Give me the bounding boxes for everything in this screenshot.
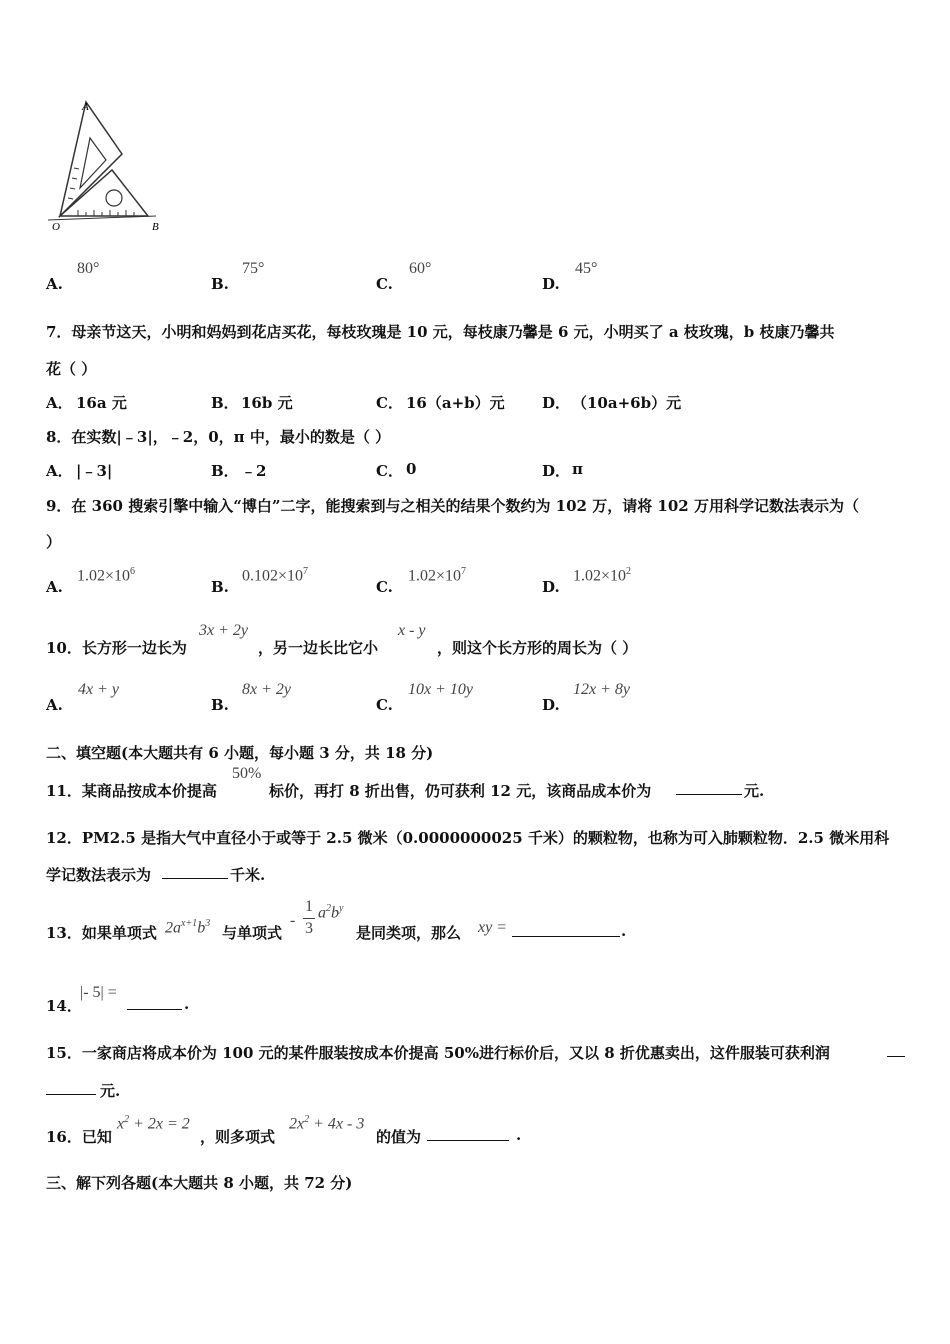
option-letter: D. — [542, 696, 560, 714]
answer-blank[interactable] — [162, 864, 228, 879]
math-expr: $2x^2 + 4x - 3$ — [289, 1114, 365, 1133]
option-value: $1.02\times 10^2$ — [573, 566, 632, 585]
option-value: 12x + 8y — [573, 681, 630, 698]
option-value: 16（a+b）元 — [406, 394, 505, 412]
section-3-heading: 三、解下列各题(本大题共 8 小题，共 72 分) — [46, 1174, 353, 1192]
q8-stem: 8．在实数|﹣3|，﹣2，0，π 中，最小的数是（ ） — [46, 428, 391, 446]
math-expr: xy = — [478, 919, 507, 936]
option-value: |﹣3| — [76, 462, 113, 480]
option-letter: C. — [376, 696, 393, 714]
figure-label-a: A — [82, 101, 89, 113]
fraction-denominator: 3 — [305, 920, 313, 937]
answer-blank[interactable] — [127, 995, 182, 1010]
answer-blank[interactable] — [676, 780, 742, 795]
option-letter: C． — [376, 394, 403, 412]
option-value: 10x + 10y — [408, 681, 473, 698]
option-value: $1.02\times 10^6$ — [77, 566, 136, 585]
option-letter: A. — [46, 275, 63, 293]
option-value: 16a 元 — [76, 394, 127, 412]
option-value: （10a+6b）元 — [572, 394, 682, 412]
math-expr: 50% — [232, 765, 262, 782]
q9-line2: ） — [46, 533, 62, 551]
option-letter: D. — [542, 275, 560, 293]
option-value: ﹣2 — [241, 462, 267, 480]
answer-blank-continued[interactable] — [46, 1080, 96, 1095]
option-letter: B. — [211, 275, 229, 293]
option-letter: B． — [211, 462, 239, 480]
option-value: 0 — [406, 460, 417, 478]
answer-blank[interactable] — [512, 922, 620, 937]
option-letter: A. — [46, 696, 63, 714]
math-expr: 3x + 2y — [199, 622, 248, 639]
math-expr: x - y — [398, 622, 426, 639]
option-letter: D． — [542, 462, 571, 480]
option-letter: B． — [211, 394, 239, 412]
answer-blank[interactable] — [427, 1126, 509, 1141]
option-letter: A． — [46, 462, 73, 480]
option-value: 4x + y — [78, 681, 119, 698]
option-letter: C. — [376, 275, 393, 293]
fraction-bar — [303, 918, 315, 919]
option-letter: D． — [542, 394, 571, 412]
q9-line1: 9．在 360 搜索引擎中输入“博白”二字，能搜索到与之相关的结果个数约为 102 万，请将 102 万用科学记数法表示为（ — [46, 497, 859, 515]
option-letter: C． — [376, 462, 403, 480]
option-value: 8x + 2y — [242, 681, 291, 698]
section-2-heading: 二、填空题(本大题共有 6 小题，每小题 3 分，共 18 分) — [46, 744, 434, 762]
q7-line2: 花（ ） — [46, 360, 97, 378]
option-value: π — [572, 460, 583, 478]
fraction-numerator: 1 — [305, 898, 313, 915]
option-letter: A． — [46, 394, 73, 412]
figure-label-b: B — [152, 221, 159, 233]
math-expr: |- 5| = — [80, 984, 117, 1001]
option-letter: A. — [46, 578, 63, 596]
math-expr: $a^2b^y$ — [318, 903, 344, 922]
option-letter: D. — [542, 578, 560, 596]
math-expr: $2a^{x+1}b^3$ — [165, 918, 211, 937]
option-value: 75° — [242, 260, 265, 277]
figure-label-o: O — [52, 221, 60, 233]
triangle-ruler-figure — [48, 98, 178, 236]
q12-line1: 12．PM2.5 是指大气中直径小于或等于 2.5 微米（0.0000000025 千米）的颗粒物，也称为可入肺颗粒物．2.5 微米用科 — [46, 829, 890, 847]
option-letter: B. — [211, 696, 229, 714]
option-value: 60° — [409, 260, 432, 277]
option-letter: C. — [376, 578, 393, 596]
option-value: 45° — [575, 260, 598, 277]
math-expr: $x^2 + 2x = 2$ — [117, 1114, 190, 1133]
answer-blank[interactable] — [887, 1042, 905, 1057]
option-value: 80° — [77, 260, 100, 277]
q7-line1: 7．母亲节这天，小明和妈妈到花店买花，每枝玫瑰是 10 元，每枝康乃馨是 6 元，小明买了 a 枝玫瑰，b 枝康乃馨共 — [46, 323, 835, 341]
option-value: 16b 元 — [241, 394, 293, 412]
option-value: $1.02\times 10^7$ — [408, 566, 467, 585]
option-letter: B. — [211, 578, 229, 596]
option-value: $0.102\times 10^7$ — [242, 566, 309, 585]
